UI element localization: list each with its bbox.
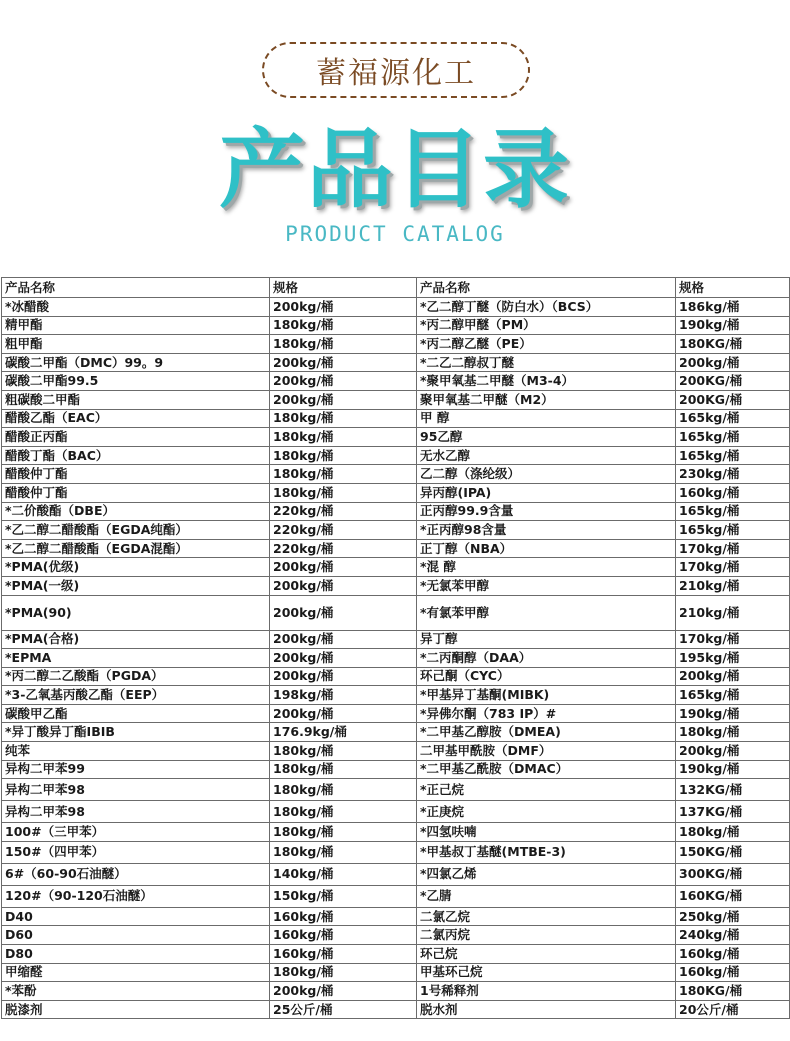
table-header-row bbox=[2, 278, 790, 298]
spec-cell-2: 165kg/桶 bbox=[676, 686, 790, 705]
spec-cell: 200kg/桶 bbox=[270, 649, 417, 668]
product-name-cell-2: 无水乙醇 bbox=[417, 446, 676, 465]
product-name-cell-2: 正丙醇99.9含量 bbox=[417, 502, 676, 521]
spec-cell: 200kg/桶 bbox=[270, 667, 417, 686]
product-name-cell: *PMA(合格) bbox=[2, 630, 270, 649]
product-name-cell-2: 二氯丙烷 bbox=[417, 926, 676, 945]
spec-cell-2: 150KG/桶 bbox=[676, 841, 790, 863]
product-name-cell: *乙二醇二醋酸酯（EGDA纯酯） bbox=[2, 521, 270, 540]
spec-cell: 160kg/桶 bbox=[270, 926, 417, 945]
spec-cell: 180kg/桶 bbox=[270, 742, 417, 761]
table-row bbox=[2, 649, 790, 668]
table-row bbox=[2, 298, 790, 317]
spec-cell-2: 160kg/桶 bbox=[676, 963, 790, 982]
product-name-cell-2: *二甲基乙酰胺（DMAC） bbox=[417, 760, 676, 779]
spec-cell: 200kg/桶 bbox=[270, 630, 417, 649]
product-name-cell-2: *有氯苯甲醇 bbox=[417, 595, 676, 630]
spec-cell: 180kg/桶 bbox=[270, 483, 417, 502]
spec-cell: 200kg/桶 bbox=[270, 704, 417, 723]
table-row bbox=[2, 863, 790, 885]
product-name-cell-2: *二丙酮醇（DAA） bbox=[417, 649, 676, 668]
product-name-cell: *PMA(一级) bbox=[2, 576, 270, 595]
spec-cell-2: 250kg/桶 bbox=[676, 907, 790, 926]
company-name-badge: 蓄福源化工 bbox=[262, 42, 530, 98]
spec-cell: 180kg/桶 bbox=[270, 335, 417, 354]
spec-cell-2: 165kg/桶 bbox=[676, 502, 790, 521]
product-name-cell: D80 bbox=[2, 945, 270, 964]
product-name-cell: D40 bbox=[2, 907, 270, 926]
spec-cell-2: 210kg/桶 bbox=[676, 576, 790, 595]
spec-cell-2: 160KG/桶 bbox=[676, 885, 790, 907]
spec-cell: 220kg/桶 bbox=[270, 539, 417, 558]
product-name-cell: 150#（四甲苯） bbox=[2, 841, 270, 863]
product-name-cell: 碳酸二甲酯（DMC）99。9 bbox=[2, 353, 270, 372]
product-name-cell-2: *二甲基乙醇胺（DMEA) bbox=[417, 723, 676, 742]
product-name-cell: 醋酸仲丁酯 bbox=[2, 483, 270, 502]
spec-cell-2: 180kg/桶 bbox=[676, 823, 790, 842]
product-name-cell: 醋酸乙酯（EAC） bbox=[2, 409, 270, 428]
spec-cell-2: 170kg/桶 bbox=[676, 539, 790, 558]
spec-cell-2: 165kg/桶 bbox=[676, 446, 790, 465]
spec-cell-2: 180kg/桶 bbox=[676, 723, 790, 742]
spec-cell: 180kg/桶 bbox=[270, 409, 417, 428]
table-row bbox=[2, 409, 790, 428]
product-name-cell-2: 环己酮（CYC） bbox=[417, 667, 676, 686]
spec-cell-2: 190kg/桶 bbox=[676, 760, 790, 779]
table-row bbox=[2, 841, 790, 863]
product-name-cell: *苯酚 bbox=[2, 982, 270, 1001]
product-name-cell-2: *乙二醇丁醚（防白水）（BCS） bbox=[417, 298, 676, 317]
spec-cell-2: 170kg/桶 bbox=[676, 558, 790, 577]
spec-cell-2: 200kg/桶 bbox=[676, 742, 790, 761]
product-name-cell-2: 异丙醇(IPA) bbox=[417, 483, 676, 502]
product-name-cell-2: *丙二醇乙醚（PE） bbox=[417, 335, 676, 354]
spec-cell: 150kg/桶 bbox=[270, 885, 417, 907]
product-name-cell: 醋酸丁酯（BAC） bbox=[2, 446, 270, 465]
spec-cell: 220kg/桶 bbox=[270, 521, 417, 540]
table-row bbox=[2, 576, 790, 595]
product-name-cell-2: 乙二醇（涤纶级） bbox=[417, 465, 676, 484]
product-name-cell: 6#（60-90石油醚） bbox=[2, 863, 270, 885]
spec-cell-2: 165kg/桶 bbox=[676, 428, 790, 447]
product-name-cell: 精甲酯 bbox=[2, 316, 270, 335]
product-name-cell-2: *二乙二醇叔丁醚 bbox=[417, 353, 676, 372]
product-name-cell-2: *正丙醇98含量 bbox=[417, 521, 676, 540]
spec-cell-2: 132KG/桶 bbox=[676, 779, 790, 801]
table-row bbox=[2, 558, 790, 577]
table-row bbox=[2, 742, 790, 761]
spec-cell-2: 300KG/桶 bbox=[676, 863, 790, 885]
spec-cell: 200kg/桶 bbox=[270, 298, 417, 317]
product-name-cell-2: 聚甲氧基二甲醚（M2） bbox=[417, 390, 676, 409]
product-name-cell: *二价酸酯（DBE） bbox=[2, 502, 270, 521]
spec-cell: 200kg/桶 bbox=[270, 372, 417, 391]
product-name-cell: 粗甲酯 bbox=[2, 335, 270, 354]
spec-cell-2: 200KG/桶 bbox=[676, 372, 790, 391]
product-name-cell: 粗碳酸二甲酯 bbox=[2, 390, 270, 409]
spec-cell: 200kg/桶 bbox=[270, 390, 417, 409]
spec-cell-2: 165kg/桶 bbox=[676, 409, 790, 428]
product-name-cell-2: *甲基异丁基酮(MIBK) bbox=[417, 686, 676, 705]
spec-cell-2: 230kg/桶 bbox=[676, 465, 790, 484]
column-header-spec-2: 规格 bbox=[676, 278, 790, 298]
product-name-cell: *异丁酸异丁酯IBIB bbox=[2, 723, 270, 742]
spec-cell: 25公斤/桶 bbox=[270, 1000, 417, 1019]
spec-cell: 220kg/桶 bbox=[270, 502, 417, 521]
product-name-cell: *EPMA bbox=[2, 649, 270, 668]
spec-cell-2: 20公斤/桶 bbox=[676, 1000, 790, 1019]
spec-cell: 180kg/桶 bbox=[270, 841, 417, 863]
table-row bbox=[2, 390, 790, 409]
product-name-cell-2: 环己烷 bbox=[417, 945, 676, 964]
spec-cell-2: 160kg/桶 bbox=[676, 483, 790, 502]
spec-cell: 200kg/桶 bbox=[270, 982, 417, 1001]
spec-cell: 180kg/桶 bbox=[270, 446, 417, 465]
spec-cell: 180kg/桶 bbox=[270, 779, 417, 801]
spec-cell-2: 170kg/桶 bbox=[676, 630, 790, 649]
product-name-cell: D60 bbox=[2, 926, 270, 945]
table-row bbox=[2, 521, 790, 540]
product-name-cell-2: *甲基叔丁基醚(MTBE-3) bbox=[417, 841, 676, 863]
product-name-cell: *3-乙氧基丙酸乙酯（EEP） bbox=[2, 686, 270, 705]
product-name-cell-2: *正己烷 bbox=[417, 779, 676, 801]
product-name-cell-2: *无氯苯甲醇 bbox=[417, 576, 676, 595]
table-row bbox=[2, 316, 790, 335]
spec-cell-2: 240kg/桶 bbox=[676, 926, 790, 945]
catalog-title: 产品目录 bbox=[219, 120, 571, 220]
table-row bbox=[2, 1000, 790, 1019]
table-row bbox=[2, 667, 790, 686]
table-row bbox=[2, 353, 790, 372]
spec-cell-2: 165kg/桶 bbox=[676, 521, 790, 540]
spec-cell-2: 200kg/桶 bbox=[676, 667, 790, 686]
product-name-cell: 异构二甲苯99 bbox=[2, 760, 270, 779]
table-row bbox=[2, 335, 790, 354]
table-row bbox=[2, 801, 790, 823]
product-name-cell-2: 正丁醇（NBA） bbox=[417, 539, 676, 558]
table-row bbox=[2, 945, 790, 964]
spec-cell-2: 186kg/桶 bbox=[676, 298, 790, 317]
table-row bbox=[2, 982, 790, 1001]
product-name-cell-2: 二氯乙烷 bbox=[417, 907, 676, 926]
spec-cell: 200kg/桶 bbox=[270, 576, 417, 595]
product-name-cell: 醋酸仲丁酯 bbox=[2, 465, 270, 484]
column-header-product-name-2: 产品名称 bbox=[417, 278, 676, 298]
product-name-cell-2: *四氢呋喃 bbox=[417, 823, 676, 842]
spec-cell-2: 160kg/桶 bbox=[676, 945, 790, 964]
table-row bbox=[2, 779, 790, 801]
catalog-header bbox=[0, 0, 790, 270]
spec-cell-2: 210kg/桶 bbox=[676, 595, 790, 630]
spec-cell: 180kg/桶 bbox=[270, 801, 417, 823]
table-row bbox=[2, 630, 790, 649]
table-row bbox=[2, 539, 790, 558]
product-name-cell: *冰醋酸 bbox=[2, 298, 270, 317]
spec-cell: 140kg/桶 bbox=[270, 863, 417, 885]
spec-cell: 200kg/桶 bbox=[270, 558, 417, 577]
column-header-spec: 规格 bbox=[270, 278, 417, 298]
product-name-cell: 脱漆剂 bbox=[2, 1000, 270, 1019]
spec-cell: 200kg/桶 bbox=[270, 595, 417, 630]
table-row bbox=[2, 465, 790, 484]
spec-cell-2: 190kg/桶 bbox=[676, 316, 790, 335]
product-name-cell: 甲缩醛 bbox=[2, 963, 270, 982]
product-name-cell: 醋酸正丙酯 bbox=[2, 428, 270, 447]
table-row bbox=[2, 372, 790, 391]
table-row bbox=[2, 926, 790, 945]
product-name-cell-2: *四氯乙烯 bbox=[417, 863, 676, 885]
spec-cell: 180kg/桶 bbox=[270, 316, 417, 335]
product-name-cell: 碳酸甲乙酯 bbox=[2, 704, 270, 723]
table-row bbox=[2, 595, 790, 630]
spec-cell-2: 180KG/桶 bbox=[676, 335, 790, 354]
spec-cell: 180kg/桶 bbox=[270, 465, 417, 484]
product-name-cell: *丙二醇二乙酸酯（PGDA） bbox=[2, 667, 270, 686]
product-table bbox=[1, 277, 790, 1019]
spec-cell: 180kg/桶 bbox=[270, 760, 417, 779]
table-row bbox=[2, 446, 790, 465]
product-name-cell-2: *聚甲氧基二甲醚（M3-4） bbox=[417, 372, 676, 391]
table-row bbox=[2, 428, 790, 447]
product-name-cell-2: 脱水剂 bbox=[417, 1000, 676, 1019]
product-name-cell-2: 异丁醇 bbox=[417, 630, 676, 649]
product-name-cell: 100#（三甲苯） bbox=[2, 823, 270, 842]
spec-cell-2: 180KG/桶 bbox=[676, 982, 790, 1001]
product-name-cell: *PMA(90) bbox=[2, 595, 270, 630]
table-row bbox=[2, 885, 790, 907]
product-name-cell-2: *乙腈 bbox=[417, 885, 676, 907]
spec-cell: 180kg/桶 bbox=[270, 428, 417, 447]
product-name-cell: 纯苯 bbox=[2, 742, 270, 761]
catalog-subtitle: PRODUCT CATALOG bbox=[285, 222, 505, 246]
spec-cell-2: 195kg/桶 bbox=[676, 649, 790, 668]
spec-cell-2: 190kg/桶 bbox=[676, 704, 790, 723]
product-name-cell-2: *混 醇 bbox=[417, 558, 676, 577]
spec-cell-2: 200KG/桶 bbox=[676, 390, 790, 409]
product-name-cell: 碳酸二甲酯99.5 bbox=[2, 372, 270, 391]
table-row bbox=[2, 760, 790, 779]
table-row bbox=[2, 723, 790, 742]
table-row bbox=[2, 704, 790, 723]
spec-cell: 160kg/桶 bbox=[270, 945, 417, 964]
spec-cell-2: 200kg/桶 bbox=[676, 353, 790, 372]
product-name-cell: 异构二甲苯98 bbox=[2, 801, 270, 823]
product-name-cell: *PMA(优级) bbox=[2, 558, 270, 577]
table-row bbox=[2, 823, 790, 842]
product-name-cell-2: 甲基环己烷 bbox=[417, 963, 676, 982]
product-name-cell-2: 95乙醇 bbox=[417, 428, 676, 447]
spec-cell: 180kg/桶 bbox=[270, 963, 417, 982]
spec-cell-2: 137KG/桶 bbox=[676, 801, 790, 823]
product-name-cell-2: 1号稀释剂 bbox=[417, 982, 676, 1001]
table-row bbox=[2, 686, 790, 705]
product-name-cell-2: *正庚烷 bbox=[417, 801, 676, 823]
product-name-cell: 异构二甲苯98 bbox=[2, 779, 270, 801]
table-row bbox=[2, 907, 790, 926]
table-row bbox=[2, 483, 790, 502]
spec-cell: 198kg/桶 bbox=[270, 686, 417, 705]
spec-cell: 160kg/桶 bbox=[270, 907, 417, 926]
spec-cell: 176.9kg/桶 bbox=[270, 723, 417, 742]
table-row bbox=[2, 963, 790, 982]
product-name-cell: 120#（90-120石油醚） bbox=[2, 885, 270, 907]
table-row bbox=[2, 502, 790, 521]
product-name-cell-2: 甲 醇 bbox=[417, 409, 676, 428]
product-name-cell-2: 二甲基甲酰胺（DMF） bbox=[417, 742, 676, 761]
product-name-cell: *乙二醇二醋酸酯（EGDA混酯） bbox=[2, 539, 270, 558]
column-header-product-name: 产品名称 bbox=[2, 278, 270, 298]
spec-cell: 200kg/桶 bbox=[270, 353, 417, 372]
spec-cell: 180kg/桶 bbox=[270, 823, 417, 842]
product-name-cell-2: *异佛尔酮（783 IP）# bbox=[417, 704, 676, 723]
product-name-cell-2: *丙二醇甲醚（PM） bbox=[417, 316, 676, 335]
